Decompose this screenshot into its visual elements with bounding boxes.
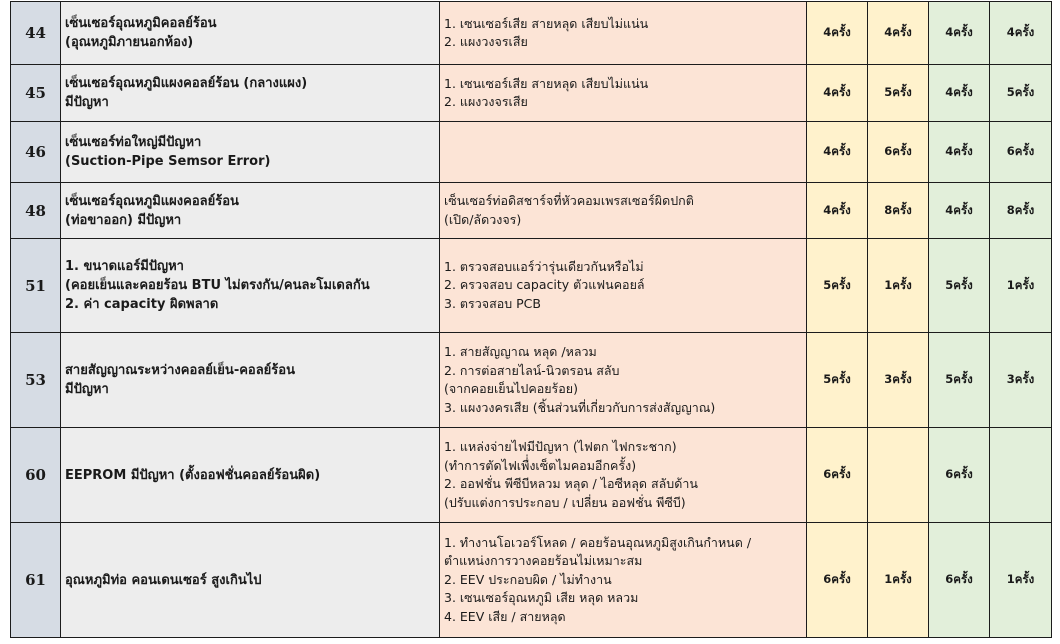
- description-line: มีปัญหา: [65, 95, 109, 110]
- blink-count-2: 1ครั้ง: [868, 239, 929, 333]
- cause-line: (จากคอยเย็นไปคอยร้อย): [444, 381, 578, 396]
- blink-count-1: 6ครั้ง: [807, 523, 868, 638]
- cause-line: (ปรับแต่งการประกอบ / เปลี่ยน ออฟชั่น พีซีบี): [444, 494, 686, 510]
- error-code: 60: [11, 428, 61, 523]
- blink-count-3: 4ครั้ง: [929, 122, 990, 183]
- error-code: 61: [11, 523, 61, 638]
- description-line: 2. ค่า capacity ผิดพลาด: [65, 297, 219, 312]
- blink-count-3: 4ครั้ง: [929, 183, 990, 239]
- blink-count-3: 6ครั้ง: [929, 523, 990, 638]
- blink-count-2: 3ครั้ง: [868, 333, 929, 428]
- cause-line: (ทำการตัดไฟเพื่ํงเซ็ตไมคอมอีกครั้ง): [444, 457, 637, 473]
- description-line: เซ็นเซอร์ท่อใหญ่มีปัญหา: [65, 135, 202, 150]
- description-line: 1. ขนาดแอร์มีปัญหา: [65, 259, 184, 274]
- blink-count-4: [990, 428, 1052, 523]
- table-row: [11, 523, 1052, 638]
- error-causes: [440, 428, 807, 523]
- cause-line: 3. ตรวจสอบ PCB: [444, 295, 541, 311]
- blink-count-1: 4ครั้ง: [807, 183, 868, 239]
- cause-line: 1. ทำงานโอเวอร์โหลด / คอยร้อนอุณหภูมิสูงเกินกำหนด /: [444, 534, 752, 550]
- error-code-table: [10, 1, 1052, 638]
- table-row: [11, 239, 1052, 333]
- blink-count-4: 1ครั้ง: [990, 239, 1052, 333]
- error-description: [61, 333, 440, 428]
- cause-line: 2. EEV ประกอบผิด / ไม่ทำงาน: [444, 571, 612, 587]
- blink-count-1: 4ครั้ง: [807, 65, 868, 122]
- description-line: EEPROM มีปัญหา (ตั้งออฟชั่นคอลย์ร้อนผิด): [65, 467, 321, 483]
- cause-line: 1. แหล่งจ่ายไฟมีปัญหา (ไฟตก ไฟกระชาก): [444, 439, 677, 454]
- blink-count-2: 5ครั้ง: [868, 65, 929, 122]
- error-code: 46: [11, 122, 61, 183]
- blink-count-2: [868, 428, 929, 523]
- table-row: [11, 2, 1052, 65]
- blink-count-1: 5ครั้ง: [807, 333, 868, 428]
- blink-count-4: 5ครั้ง: [990, 65, 1052, 122]
- blink-count-4: 1ครั้ง: [990, 523, 1052, 638]
- cause-line: 2. แผงวงจรเสีย: [444, 34, 528, 49]
- description-line: สายสัญญาณระหว่างคอลย์เย็น-คอลย์ร้อน: [65, 363, 295, 378]
- error-code: 53: [11, 333, 61, 428]
- cause-line: (เปิด/ลัดวงจร): [444, 211, 522, 227]
- error-description: [61, 183, 440, 239]
- cause-line: 3. แผงวงครเสีย (ชิ้นส่วนที่เกี่ยวกับการส่งสัญญาณ): [444, 399, 716, 415]
- description-line: (Suction-Pipe Semsor Error): [65, 154, 271, 169]
- error-causes: [440, 239, 807, 333]
- table-row: [11, 428, 1052, 523]
- blink-count-2: 4ครั้ง: [868, 2, 929, 65]
- description-line: (คอยเย็นและคอยร้อน BTU ไม่ตรงกัน/คนละโมเดลกัน: [65, 278, 370, 293]
- blink-count-3: 4ครั้ง: [929, 2, 990, 65]
- blink-count-4: 4ครั้ง: [990, 2, 1052, 65]
- blink-count-3: 5ครั้ง: [929, 239, 990, 333]
- blink-count-4: 3ครั้ง: [990, 333, 1052, 428]
- cause-line: 2. ออฟชั่น พีซีบีหลวม หลุด / ไอซีหลุด สลับด้าน: [444, 476, 698, 491]
- cause-line: 3. เซนเซอร์อุณหภูมิ เสีย หลุด หลวม: [444, 590, 639, 606]
- error-description: [61, 428, 440, 523]
- cause-line: เซ็นเซอร์ท่อดิสชาร์จที่หัวคอมเพรสเซอร์ผิดปกติ: [444, 193, 694, 208]
- blink-count-1: 6ครั้ง: [807, 428, 868, 523]
- table-body: [11, 2, 1052, 638]
- cause-line: ตำแหน่งการวางคอยร้อนไม่เหมาะสม: [444, 553, 643, 569]
- error-description: [61, 122, 440, 183]
- blink-count-2: 6ครั้ง: [868, 122, 929, 183]
- error-causes: [440, 65, 807, 122]
- blink-count-1: 4ครั้ง: [807, 122, 868, 183]
- description-line: อุณหภูมิท่อ คอนเดนเซอร์ สูงเกินไป: [65, 572, 262, 588]
- blink-count-4: 6ครั้ง: [990, 122, 1052, 183]
- error-description: [61, 65, 440, 122]
- description-line: เซ็นเซอร์อุณหภูมิแผงคอลย์ร้อน (กลางแผง): [65, 76, 308, 91]
- error-code: 44: [11, 2, 61, 65]
- error-description: [61, 239, 440, 333]
- error-code: 45: [11, 65, 61, 122]
- cause-line: 1. ตรวจสอบแอร์ว่ารุ่นเดียวกันหรือไม่: [444, 258, 644, 274]
- blink-count-1: 5ครั้ง: [807, 239, 868, 333]
- description-line: เซ็นเซอร์อุณหภูมิคอลย์ร้อน: [65, 16, 217, 31]
- blink-count-3: 6ครั้ง: [929, 428, 990, 523]
- cause-line: 2. การต่อสายไลน์-นิวตรอน สลับ: [444, 362, 620, 378]
- error-causes: [440, 2, 807, 65]
- error-description: [61, 523, 440, 638]
- error-causes: [440, 122, 807, 183]
- table-row: [11, 183, 1052, 239]
- cause-line: 1. เซนเซอร์เสีย สายหลุด เสียบไม่แน่น: [444, 15, 649, 31]
- error-causes: [440, 523, 807, 638]
- error-code: 48: [11, 183, 61, 239]
- description-line: (อุณหภูมิภายนอกห้อง): [65, 35, 194, 50]
- cause-line: 2. แผงวงจรเสีย: [444, 94, 528, 109]
- error-causes: [440, 183, 807, 239]
- blink-count-3: 4ครั้ง: [929, 65, 990, 122]
- table-row: [11, 65, 1052, 122]
- blink-count-2: 8ครั้ง: [868, 183, 929, 239]
- blink-count-4: 8ครั้ง: [990, 183, 1052, 239]
- blink-count-3: 5ครั้ง: [929, 333, 990, 428]
- blink-count-1: 4ครั้ง: [807, 2, 868, 65]
- cause-line: 1. สายสัญญาณ หลุด /หลวม: [444, 344, 597, 359]
- table-row: [11, 333, 1052, 428]
- table-row: [11, 122, 1052, 183]
- error-code: 51: [11, 239, 61, 333]
- description-line: (ท่อขาออก) มีปัญหา: [65, 212, 182, 228]
- cause-line: 1. เซนเซอร์เสีย สายหลุด เสียบไม่แน่น: [444, 75, 649, 91]
- blink-count-2: 1ครั้ง: [868, 523, 929, 638]
- description-line: มีปัญหา: [65, 382, 109, 397]
- error-causes: [440, 333, 807, 428]
- description-line: เซ็นเซอร์อุณหภูมิแผงคอลย์ร้อน: [65, 193, 239, 209]
- cause-line: 4. EEV เสีย / สายหลุด: [444, 608, 566, 624]
- error-description: [61, 2, 440, 65]
- cause-line: 2. ครวจสอบ capacity ตัวแฟนคอยล์: [444, 277, 645, 293]
